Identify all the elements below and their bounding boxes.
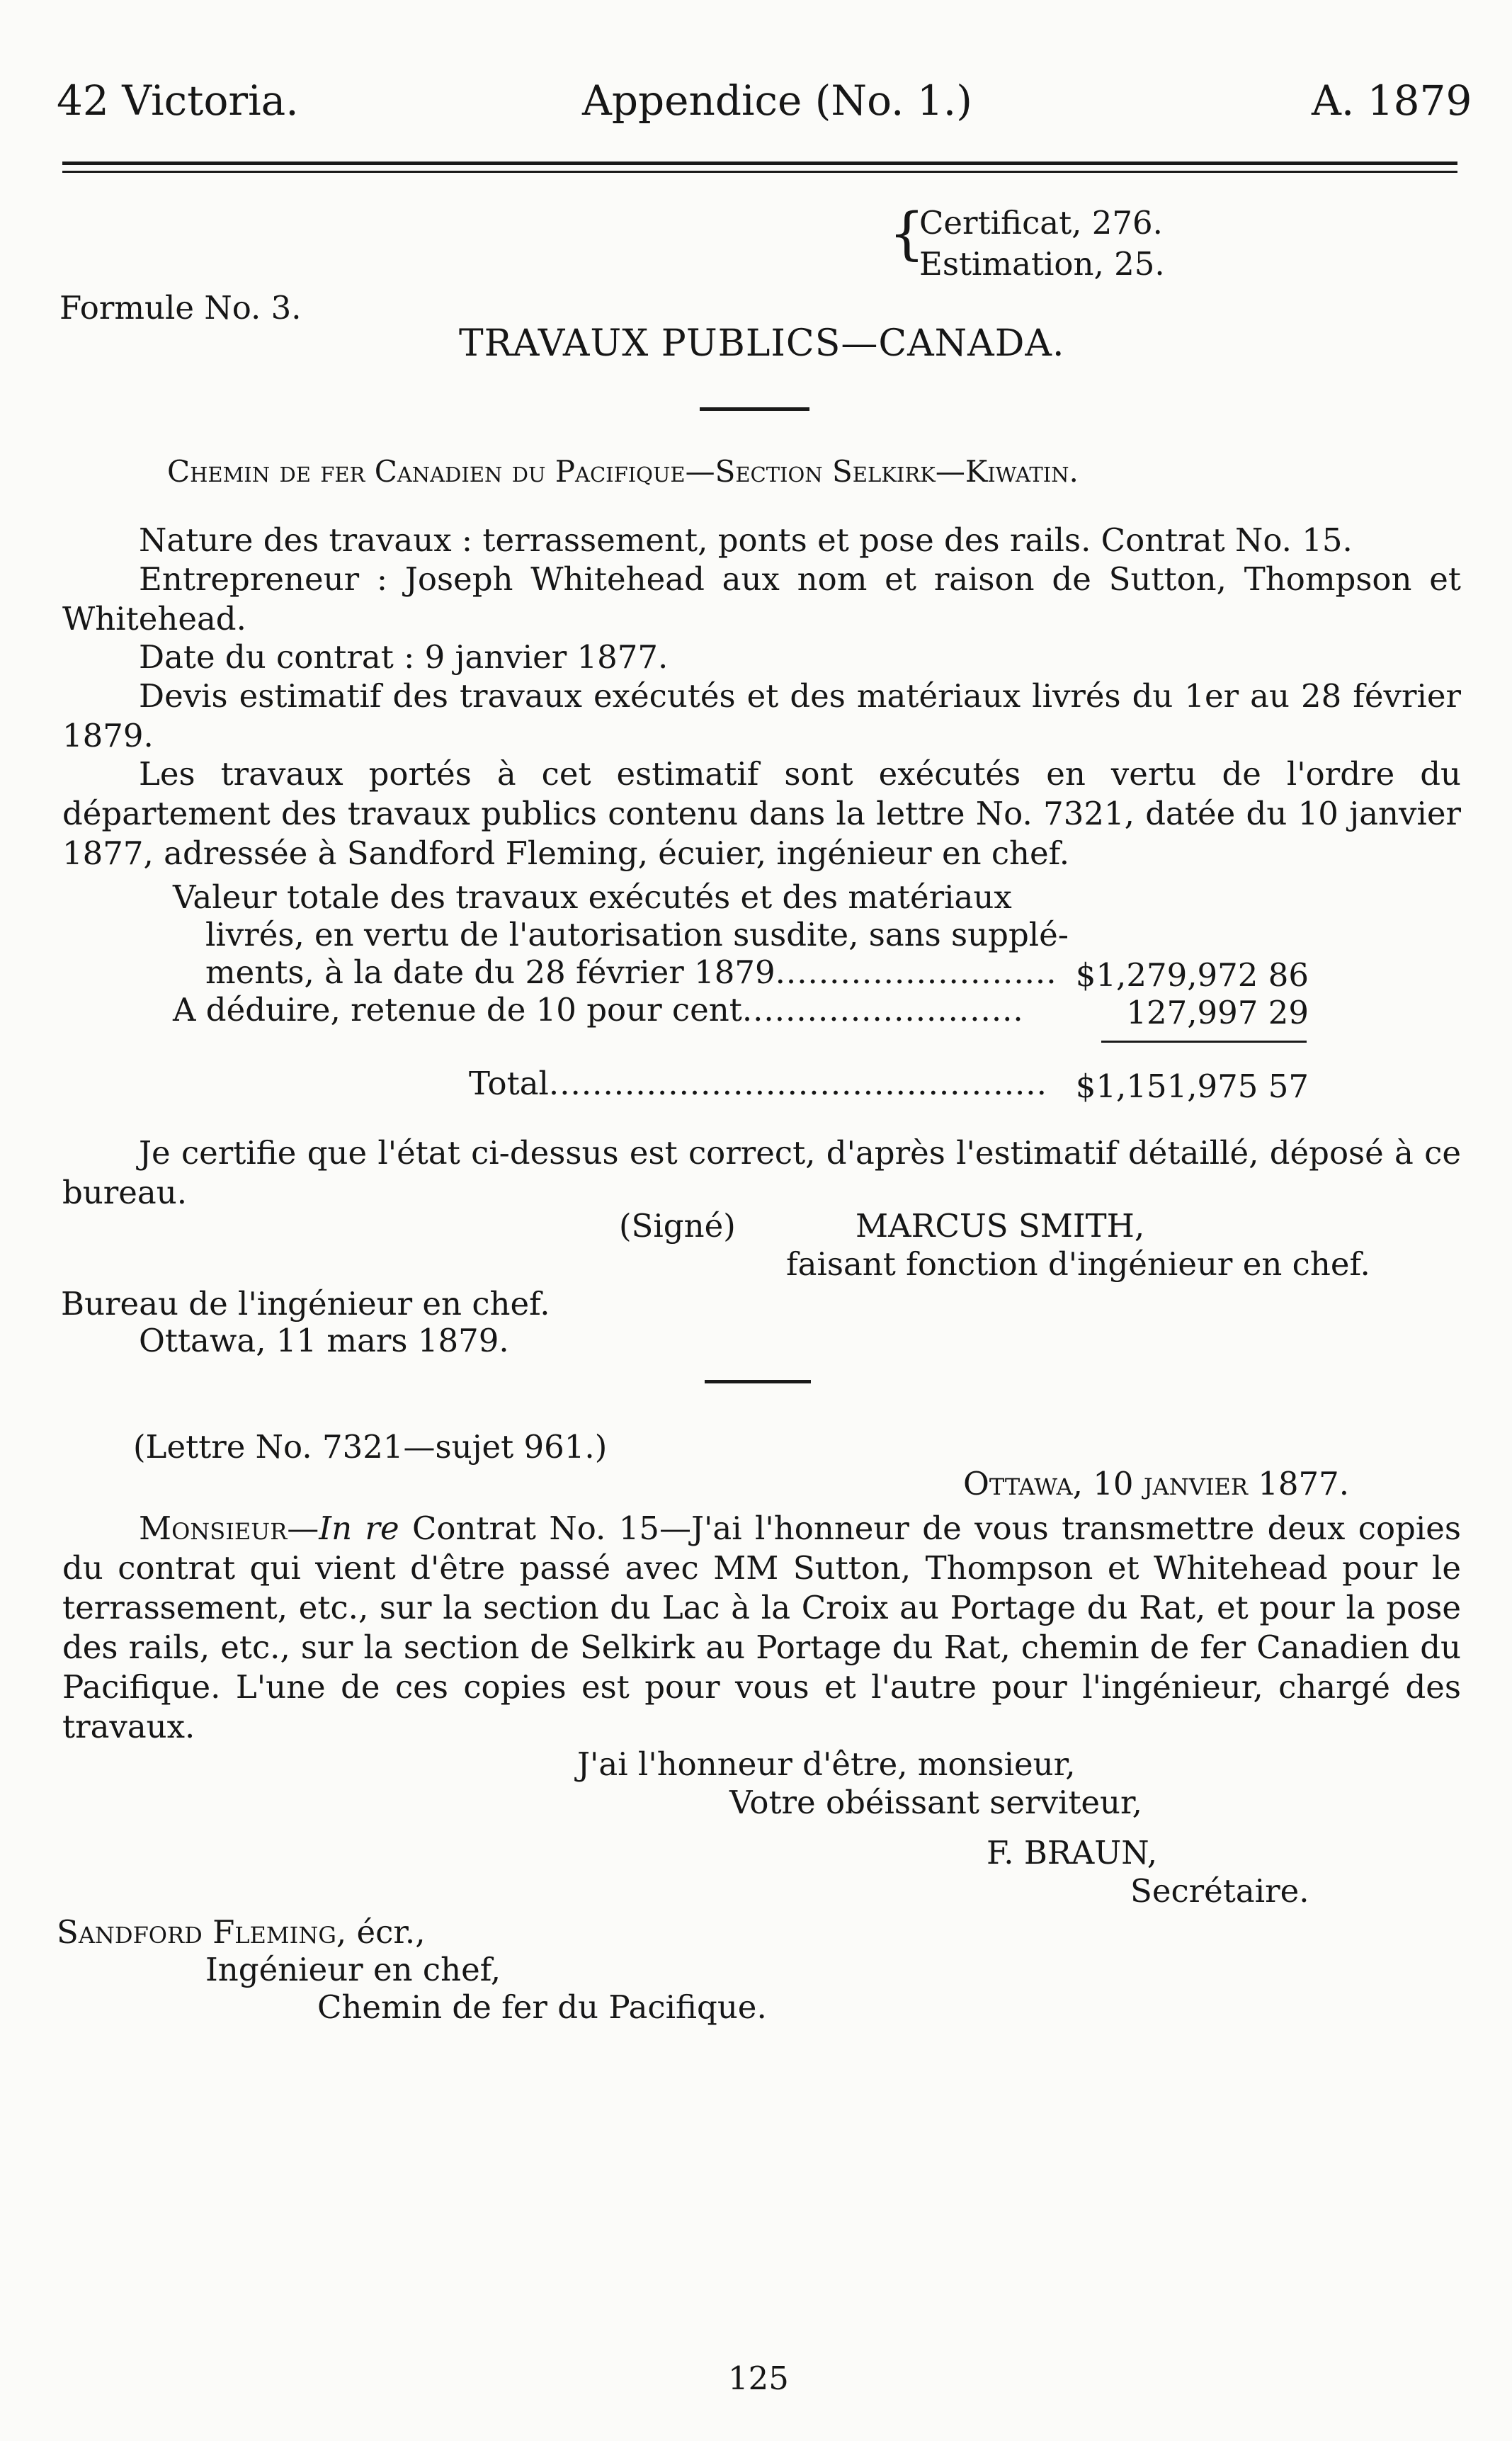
document-title: TRAVAUX PUBLICS—CANADA.	[459, 322, 1065, 365]
header-center: Appendice (No. 1.)	[582, 77, 972, 125]
letter-closing-1: J'ai l'honneur d'être, monsieur,	[577, 1745, 1076, 1783]
section-divider	[705, 1380, 811, 1383]
letter-closing-2: Votre obéissant serviteur,	[729, 1784, 1142, 1821]
letter-body-text: Contrat No. 15—J'ai l'honneur de vous transmettre deux copies du contrat qui vient d'être passé avec MM Sutton, Thompson et Whitehead pour le terrassement, etc., sur la section du Lac à la Croix au Portage du Rat, et pour la pose des rails, etc., sur la section de Selkirk au Portage du Rat, chemin de fer Canadien du Pacifique. L'une de ces copies est pour vous et l'autre pour l'ingénieur, chargé des travaux.	[62, 1510, 1461, 1745]
date-contrat-text: Date du contrat : 9 janvier 1877.	[139, 638, 669, 676]
travaux-para	[62, 754, 1461, 873]
valeur-line-3	[205, 953, 1057, 991]
brace-symbol: {	[889, 200, 925, 266]
ref-estimation: Estimation, 25.	[919, 245, 1165, 283]
signe-label: (Signé)	[619, 1207, 736, 1245]
form-label: Formule No. 3.	[59, 289, 302, 327]
signatory-title: faisant fonction d'ingénieur en chef.	[786, 1245, 1370, 1283]
nature-line	[62, 521, 1461, 560]
addressee-line-3: Chemin de fer du Pacifique.	[317, 1988, 767, 2026]
total-label: Total	[469, 1065, 549, 1102]
valeur-line-3-text: ments, à la date du 28 février 1879	[205, 953, 775, 991]
ref-certificat: Certificat, 276.	[919, 204, 1163, 242]
letter-salutation: Monsieur	[139, 1510, 288, 1547]
deduire-line	[173, 991, 1024, 1029]
addressee-name: Sandford Fleming	[57, 1913, 336, 1951]
valeur-line-2: livrés, en vertu de l'autorisation susdite, sans supplé-	[205, 916, 1069, 953]
letter-in-re: In re	[319, 1510, 399, 1547]
letter-ref: (Lettre No. 7321—sujet 961.)	[133, 1428, 608, 1466]
addressee-line-2: Ingénieur en chef,	[205, 1951, 501, 1988]
valeur-line-1: Valeur totale des travaux exécutés et des matériaux	[173, 878, 1012, 916]
header-rule-bottom	[62, 171, 1457, 173]
devis-para	[62, 676, 1461, 756]
total-amount: $1,151,975 57	[1075, 1067, 1309, 1105]
page-number: 125	[728, 2360, 789, 2397]
letter-sender-title: Secrétaire.	[1130, 1872, 1309, 1910]
signatory-name: MARCUS SMITH,	[856, 1207, 1145, 1245]
entrepreneur-para	[62, 560, 1461, 639]
header-rule-top	[62, 162, 1457, 165]
deduire-amount: 127,997 29	[1126, 994, 1309, 1031]
letter-place-date: Ottawa, 10 janvier 1877.	[963, 1465, 1350, 1502]
certification-text: Je certifie que l'état ci-dessus est correct, d'après l'estimatif détaillé, déposé à ce bureau.	[62, 1134, 1461, 1211]
entrepreneur-text: Entrepreneur : Joseph Whitehead aux nom et raison de Sutton, Thompson et Whitehead.	[62, 560, 1461, 638]
bureau-line-1: Bureau de l'ingénieur en chef.	[61, 1285, 550, 1323]
amount-rule	[1101, 1041, 1307, 1043]
date-contrat-line	[62, 638, 1461, 677]
devis-text: Devis estimatif des travaux exécutés et des matériaux livrés du 1er au 28 février 1879.	[62, 677, 1461, 754]
section-heading: Chemin de fer Canadien du Pacifique—Section Selkirk—Kiwatin.	[167, 454, 1079, 489]
travaux-text: Les travaux portés à cet estimatif sont exécutés en vertu de l'ordre du département des travaux publics contenu dans la lettre No. 7321, datée du 10 janvier 1877, adressée à Sandford Fleming, écuier, ingénieur en chef.	[62, 755, 1461, 872]
leader-dots: ..........................	[775, 953, 1057, 991]
nature-text: Nature des travaux : terrassement, ponts et pose des rails. Contrat No. 15.	[139, 521, 1353, 559]
addressee-suffix: , écr.,	[336, 1913, 426, 1951]
letter-sender: F. BRAUN,	[987, 1834, 1157, 1871]
deduire-label: A déduire, retenue de 10 pour cent	[173, 991, 742, 1029]
title-rule	[700, 407, 809, 411]
certification-para	[62, 1133, 1461, 1213]
bureau-line-2: Ottawa, 11 mars 1879.	[139, 1322, 509, 1359]
header-left: 42 Victoria.	[57, 77, 299, 125]
letter-body: Monsieur—In re Contrat No. 15—J'ai l'honneur de vous transmettre deux copies du contrat qui vient d'être passé avec MM Sutton, Thompson et Whitehead pour le terrassement, etc., sur la section du Lac à la Croix au Portage du Rat, et pour la pose des rails, etc., sur la section de Selkirk au Portage du Rat, chemin de fer Canadien du Pacifique. L'une de ces copies est pour vous et l'autre pour l'ingénieur, chargé des travaux.	[62, 1510, 1461, 1745]
leader-dots: ..............................................	[548, 1065, 1047, 1102]
header-right: A. 1879	[1312, 77, 1472, 125]
addressee-line-1	[57, 1913, 426, 1951]
valeur-amount: $1,279,972 86	[1075, 956, 1309, 994]
total-line	[469, 1065, 1047, 1102]
leader-dots: ..........................	[741, 991, 1024, 1029]
